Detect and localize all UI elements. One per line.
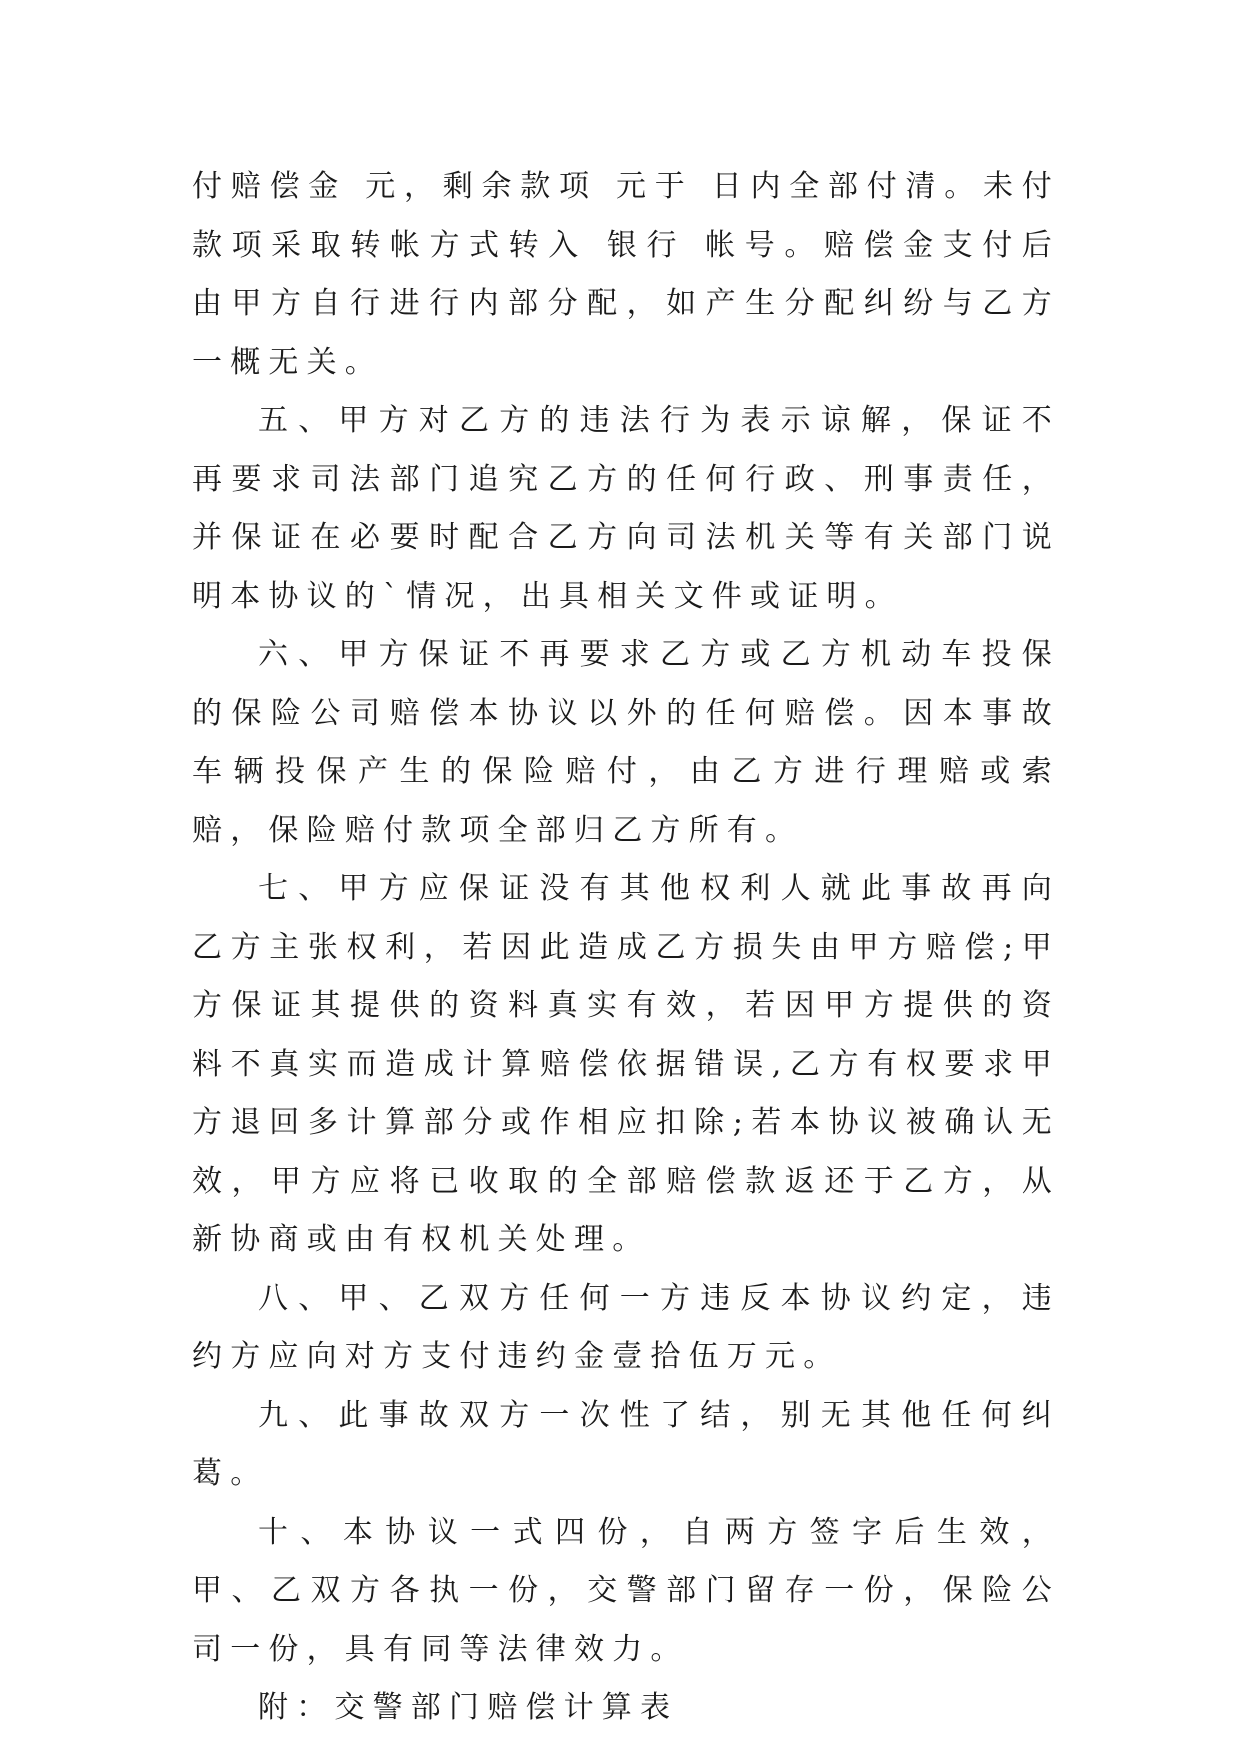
paragraph-clause-9: 九、此事故双方一次性了结，别无其他任何纠葛。 — [192, 1397, 1060, 1491]
paragraph-clause-6: 六、甲方保证不再要求乙方或乙方机动车投保的保险公司赔偿本协议以外的任何赔偿。因本事故车辆投保产生的保险赔付，由乙方进行理赔或索赔，保险赔付款项全部归乙方所有。 — [192, 637, 1060, 848]
paragraph-clause-8: 八、甲、乙双方任何一方违反本协议约定，违约方应向对方支付违约金壹拾伍万元。 — [192, 1280, 1060, 1374]
paragraph-payment-terms: 付赔偿金 元，剩余款项 元于 日内全部付清。未付款项采取转帐方式转入 银行 帐号。赔偿金支付后由甲方自行进行内部分配，如产生分配纠纷与乙方一概无关。 — [192, 169, 1060, 380]
paragraph-clause-10: 十、本协议一式四份，自两方签字后生效，甲、乙双方各执一份，交警部门留存一份，保险公司一份，具有同等法律效力。 — [192, 1514, 1060, 1667]
paragraph-clause-7: 七、甲方应保证没有其他权利人就此事故再向乙方主张权利，若因此造成乙方损失由甲方赔偿;甲方保证其提供的资料真实有效，若因甲方提供的资料不真实而造成计算赔偿依据错误,乙方有权要求甲方退回多计算部分或作相应扣除;若本协议被确认无效，甲方应将已收取的全部赔偿款返还于乙方，从新协商或由有权机关处理。 — [192, 871, 1060, 1257]
paragraph-attachment: 附：交警部门赔偿计算表 — [258, 1690, 679, 1725]
document-page — [192, 158, 1060, 1738]
paragraph-clause-5: 五、甲方对乙方的违法行为表示谅解，保证不再要求司法部门追究乙方的任何行政、刑事责任，并保证在必要时配合乙方向司法机关等有关部门说明本协议的`情况，出具相关文件或证明。 — [192, 403, 1060, 614]
